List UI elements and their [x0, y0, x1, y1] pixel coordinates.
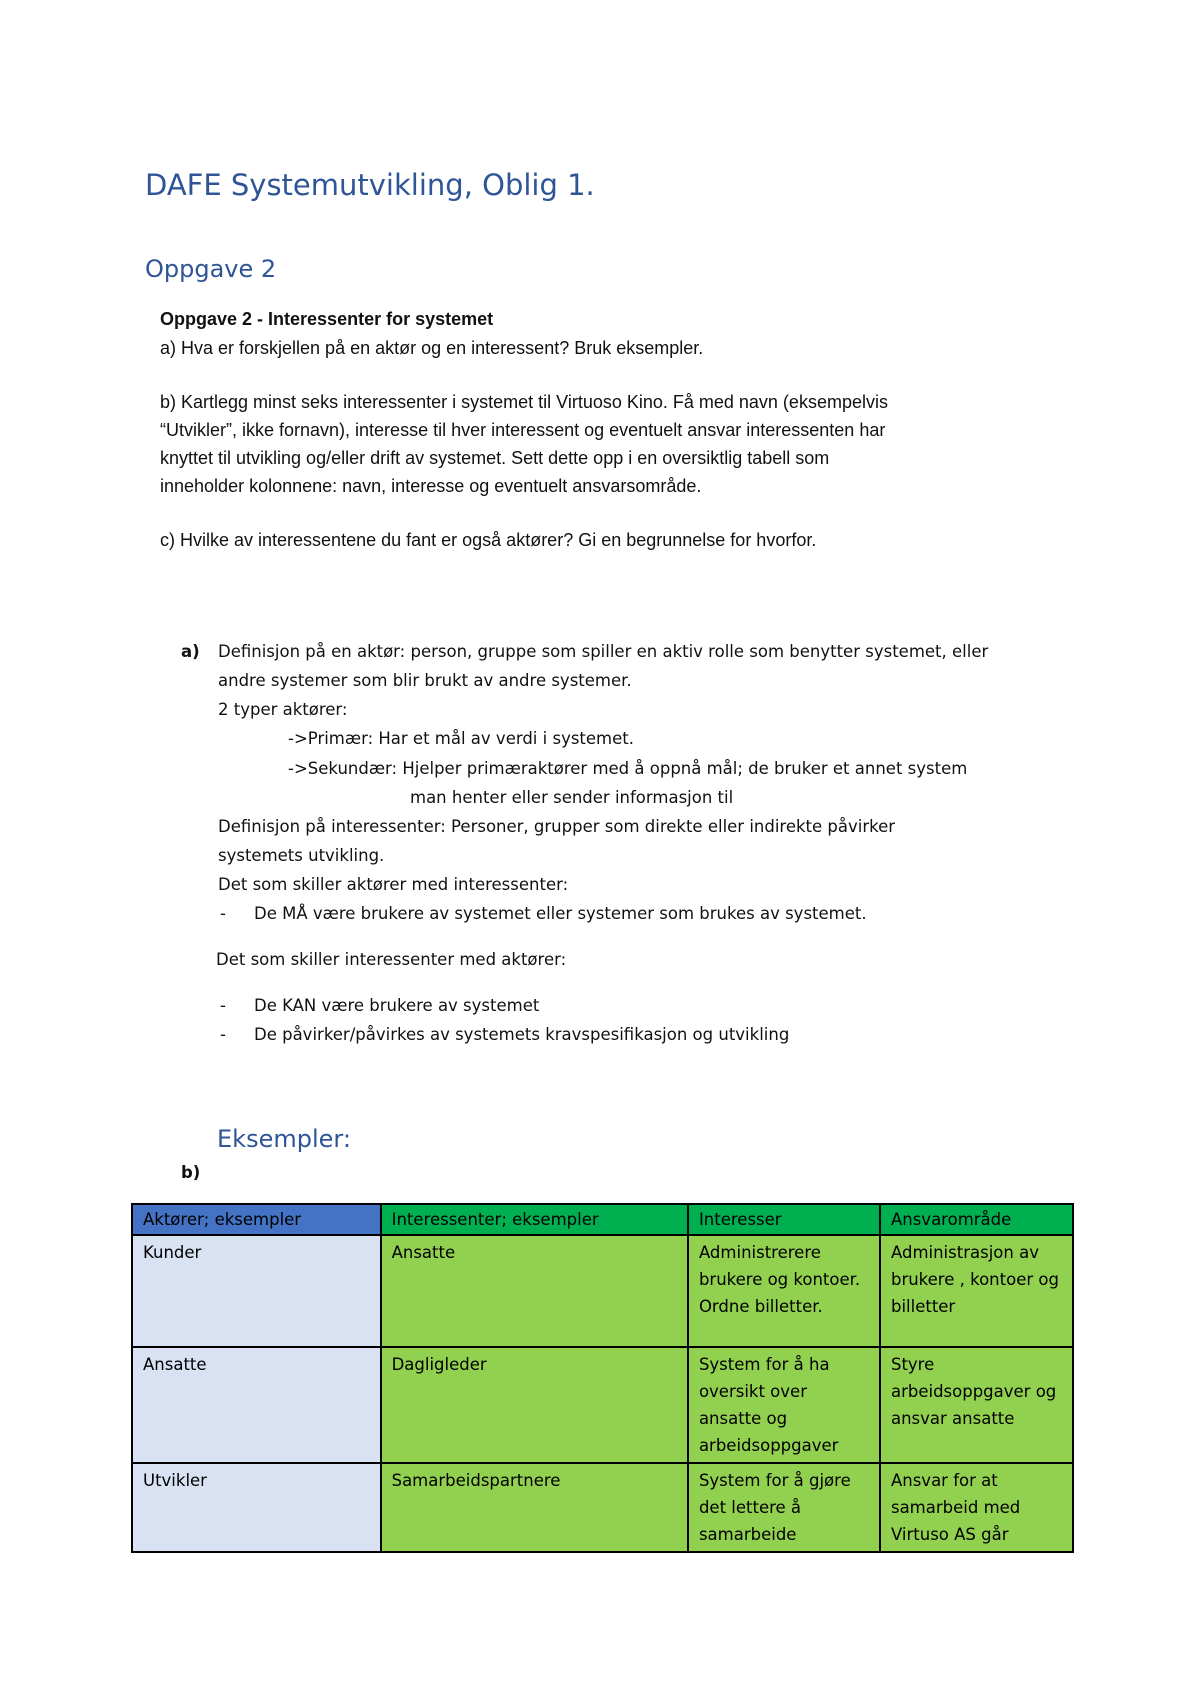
column-header: Interessenter; eksempler: [381, 1204, 688, 1235]
table-cell: Kunder: [132, 1235, 381, 1347]
interessent-definition-line: Definisjon på interessenter: Personer, grupper som direkte eller indirekte påvirker: [218, 817, 896, 836]
interessent-definition-line: systemets utvikling.: [218, 846, 385, 865]
section-heading: Oppgave 2: [145, 255, 277, 283]
examples-heading: Eksempler:: [217, 1125, 351, 1153]
list-dash: -: [220, 904, 226, 923]
column-header: Ansvarområde: [880, 1204, 1073, 1235]
list-item: De påvirker/påvirkes av systemets kravspesifikasjon og utvikling: [254, 1025, 790, 1044]
task-b-line: b) Kartlegg minst seks interessenter i systemet til Virtuoso Kino. Få med navn (eksempelvis: [160, 392, 888, 412]
primary-actor: ->Primær: Har et mål av verdi i systemet.: [288, 729, 634, 748]
table-row: [132, 1235, 1073, 1347]
task-b-line: inneholder kolonnene: navn, interesse og eventuelt ansvarsområde.: [160, 476, 702, 496]
task-b-line: knyttet til utvikling og/eller drift av systemet. Sett dette opp i en oversiktlig tabell som: [160, 448, 830, 468]
list-item: De KAN være brukere av systemet: [254, 996, 540, 1015]
list-dash: -: [220, 996, 226, 1015]
table-row: [132, 1463, 1073, 1552]
table-cell: Administrerere brukere og kontoer. Ordne billetter.: [688, 1235, 880, 1347]
table-row: [132, 1347, 1073, 1463]
table-cell: Administrasjon av brukere , kontoer og billetter: [880, 1235, 1073, 1347]
table-cell: System for å gjøre det lettere å samarbeide: [688, 1463, 880, 1552]
answer-b-marker: b): [181, 1163, 201, 1182]
difference-heading: Det som skiller interessenter med aktører:: [216, 950, 567, 969]
table-cell: System for å ha oversikt over ansatte og arbeidsoppgaver: [688, 1347, 880, 1463]
difference-heading: Det som skiller aktører med interessenter:: [218, 875, 569, 894]
secondary-actor-cont: man henter eller sender informasjon til: [410, 788, 734, 807]
secondary-actor: ->Sekundær: Hjelper primæraktører med å oppnå mål; de bruker et annet system: [288, 759, 968, 778]
task-b-line: “Utvikler”, ikke fornavn), interesse til hver interessent og eventuelt ansvar interessenten har: [160, 420, 886, 440]
table-header-row: [132, 1204, 1073, 1235]
table-cell: Dagligleder: [381, 1347, 688, 1463]
task-c: c) Hvilke av interessentene du fant er også aktører? Gi en begrunnelse for hvorfor.: [160, 530, 817, 550]
actor-types: 2 typer aktører:: [218, 700, 348, 719]
actor-definition-line: andre systemer som blir brukt av andre systemer.: [218, 671, 632, 690]
list-dash: -: [220, 1025, 226, 1044]
actor-definition-line: Definisjon på en aktør: person, gruppe som spiller en aktiv rolle som benytter systemet, eller: [218, 642, 989, 661]
list-item: De MÅ være brukere av systemet eller systemer som brukes av systemet.: [254, 904, 867, 923]
task-a: a) Hva er forskjellen på en aktør og en interessent? Bruk eksempler.: [160, 338, 704, 358]
table-cell: Samarbeidspartnere: [381, 1463, 688, 1552]
table-cell: Utvikler: [132, 1463, 381, 1552]
table-cell: Ansatte: [132, 1347, 381, 1463]
document-title: DAFE Systemutvikling, Oblig 1.: [145, 168, 595, 202]
stakeholder-table: [131, 1203, 1074, 1553]
table-cell: Ansatte: [381, 1235, 688, 1347]
column-header: Interesser: [688, 1204, 880, 1235]
column-header: Aktører; eksempler: [132, 1204, 381, 1235]
table-cell: Styre arbeidsoppgaver og ansvar ansatte: [880, 1347, 1073, 1463]
task-title: Oppgave 2 - Interessenter for systemet: [160, 309, 494, 329]
answer-a-marker: a): [181, 642, 200, 661]
table-cell: Ansvar for at samarbeid med Virtuso AS går: [880, 1463, 1073, 1552]
